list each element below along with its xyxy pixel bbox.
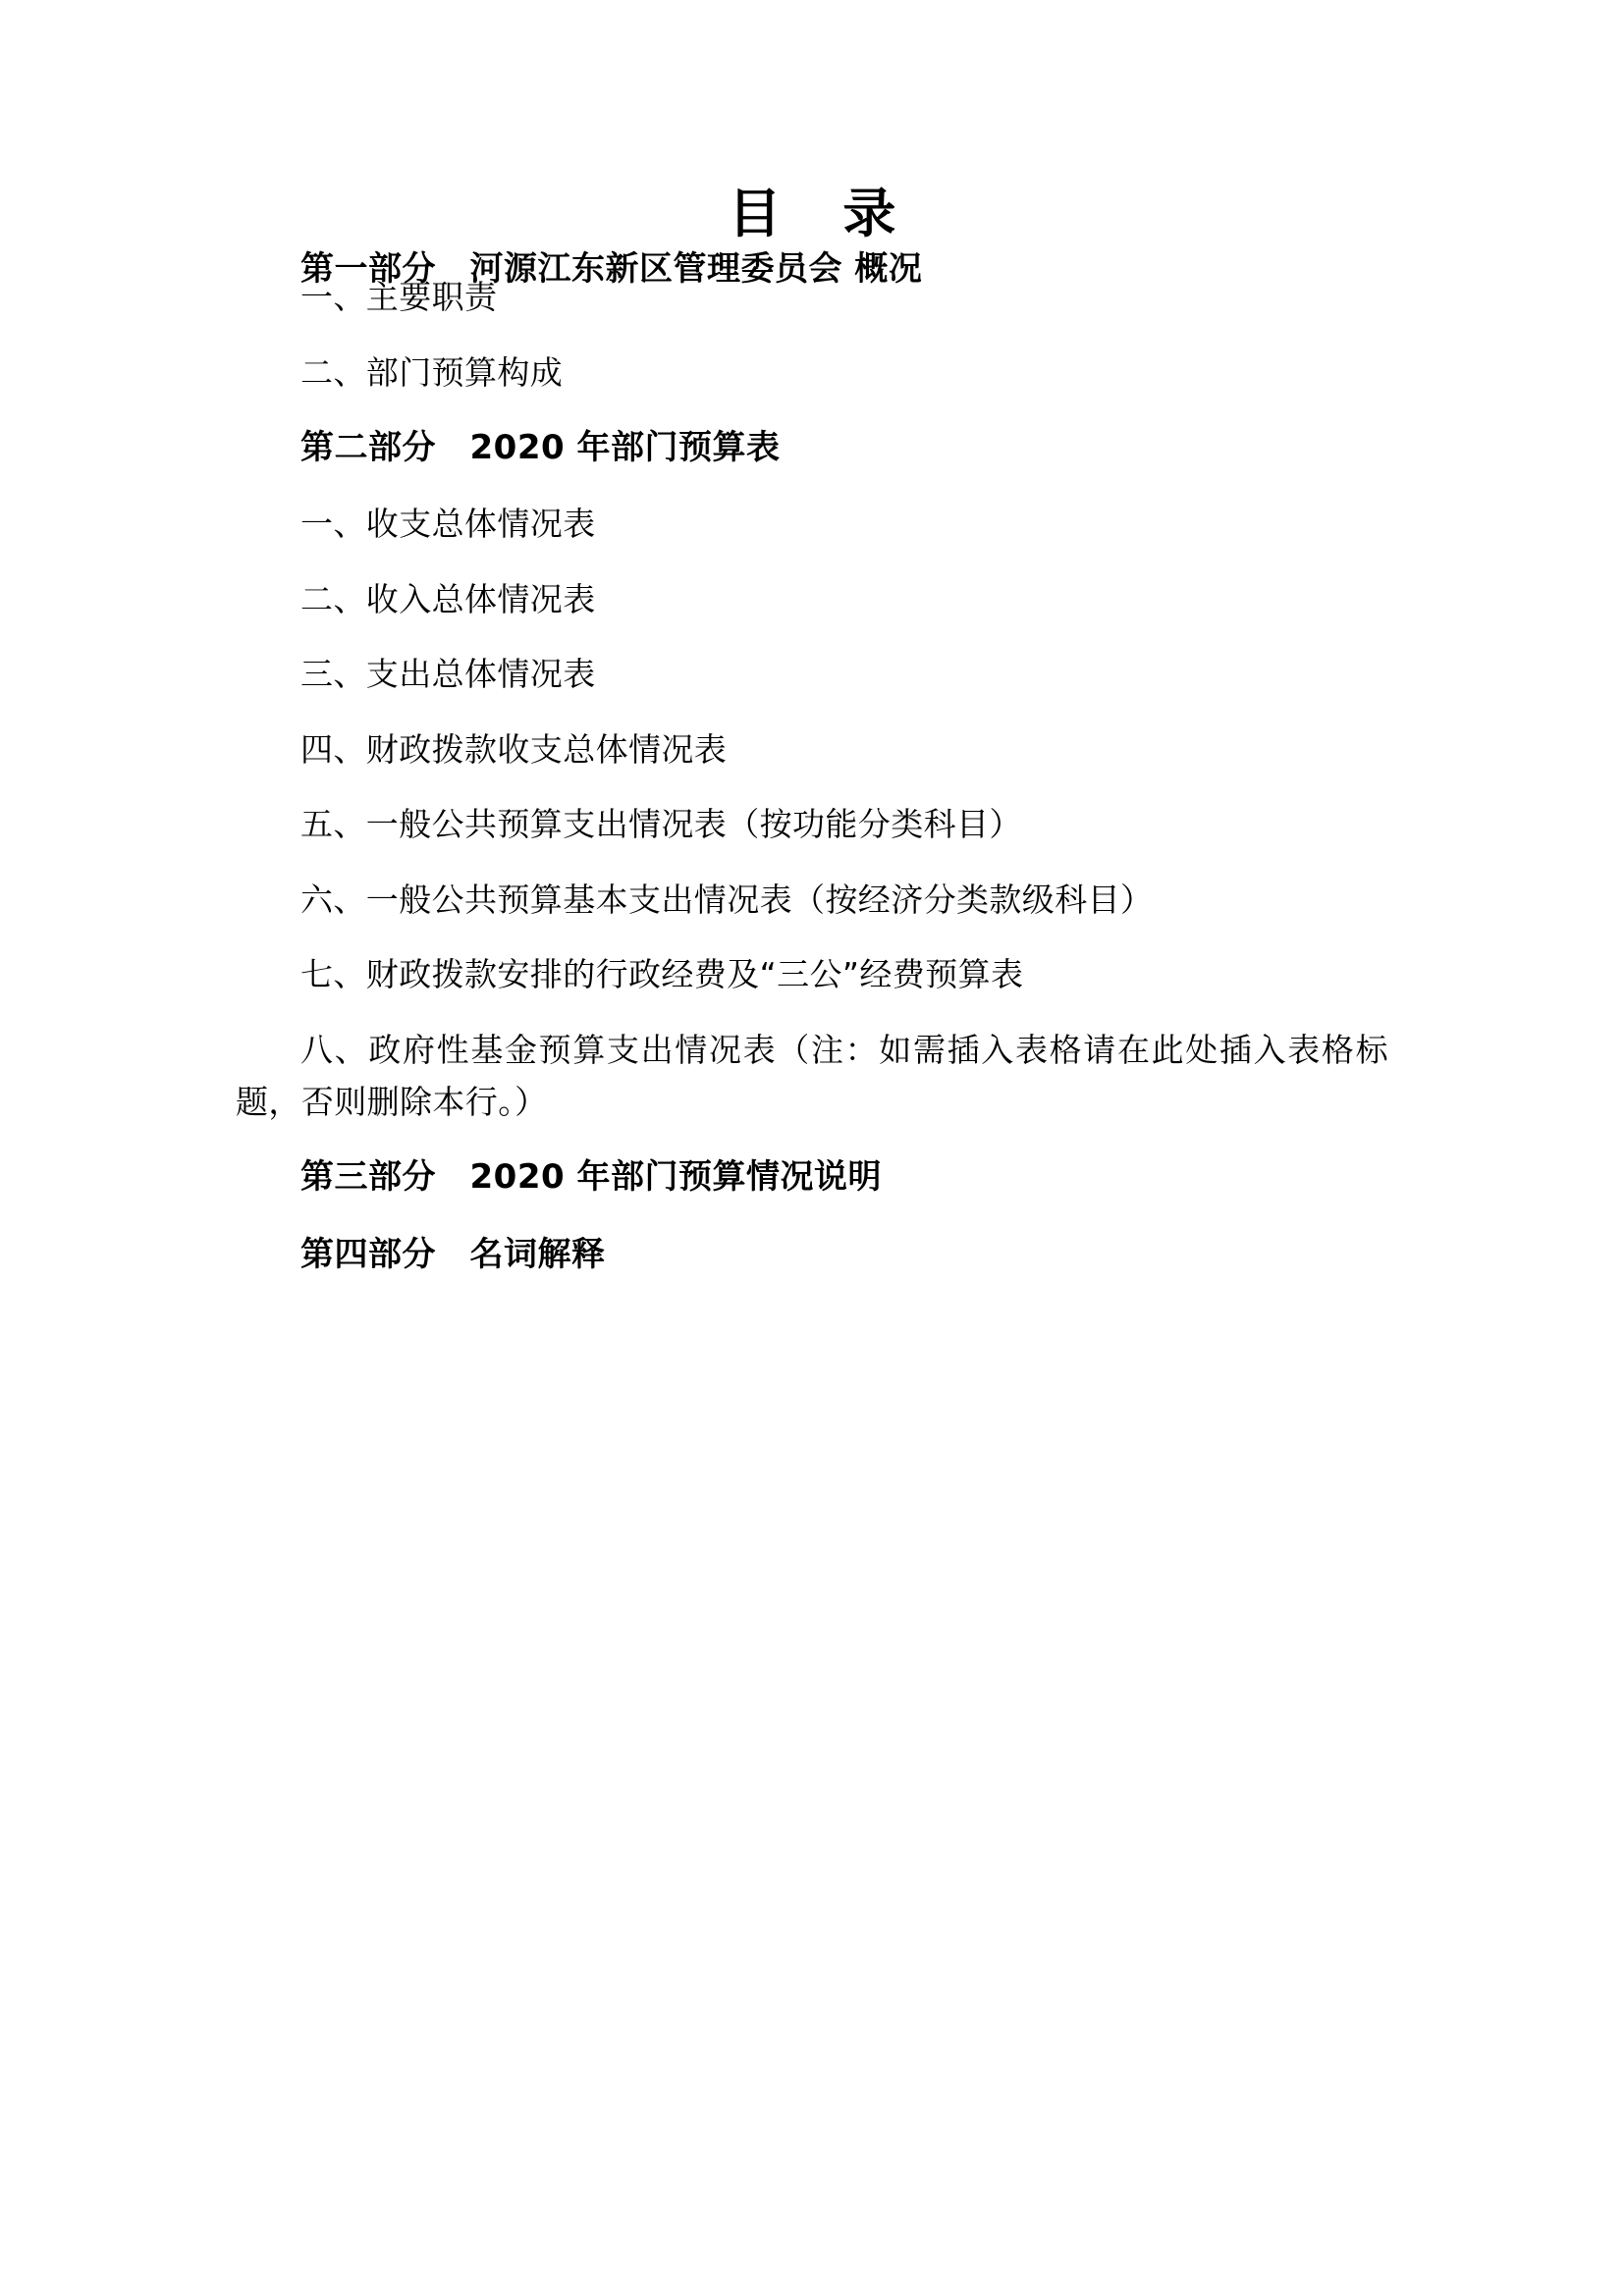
toc-entry-main-duties[interactable]: 一、主要职责 [300, 278, 498, 317]
toc-entry-fiscal-appropriation-overview[interactable]: 四、财政拨款收支总体情况表 [300, 729, 728, 769]
toc-entry-expense-overview[interactable]: 三、支出总体情况表 [300, 655, 596, 694]
page-title: 目 录 [728, 183, 918, 244]
toc-entry-general-public-budget-expense[interactable]: 五、一般公共预算支出情况表（按功能分类科目） [300, 805, 1022, 844]
toc-entry-income-overview[interactable]: 二、收入总体情况表 [300, 579, 596, 618]
toc-entry-part-three[interactable]: 第三部分 2020 年部门预算情况说明 [300, 1157, 882, 1198]
toc-entry-income-expense-overview[interactable]: 一、收支总体情况表 [300, 505, 596, 544]
toc-entry-budget-composition[interactable]: 二、部门预算构成 [300, 352, 564, 392]
toc-entry-government-fund-budget-expense[interactable]: 八、政府性基金预算支出情况表（注：如需插入表格请在此处插入表格标题，否则删除本行。） [236, 1030, 1388, 1121]
toc-entry-part-two[interactable]: 第二部分 2020 年部门预算表 [300, 428, 781, 468]
toc-entry-general-public-basic-expense[interactable]: 六、一般公共预算基本支出情况表（按经济分类款级科目） [300, 880, 1154, 919]
toc-entry-administrative-and-three-public-expense[interactable]: 七、财政拨款安排的行政经费及“三公”经费预算表 [300, 955, 1024, 994]
toc-entry-part-four[interactable]: 第四部分 名词解释 [300, 1234, 606, 1274]
toc-entry-part-one[interactable]: 第一部分 河源江东新区管理委员会 概况 [300, 249, 923, 290]
table-of-contents [0, 242, 1624, 1281]
